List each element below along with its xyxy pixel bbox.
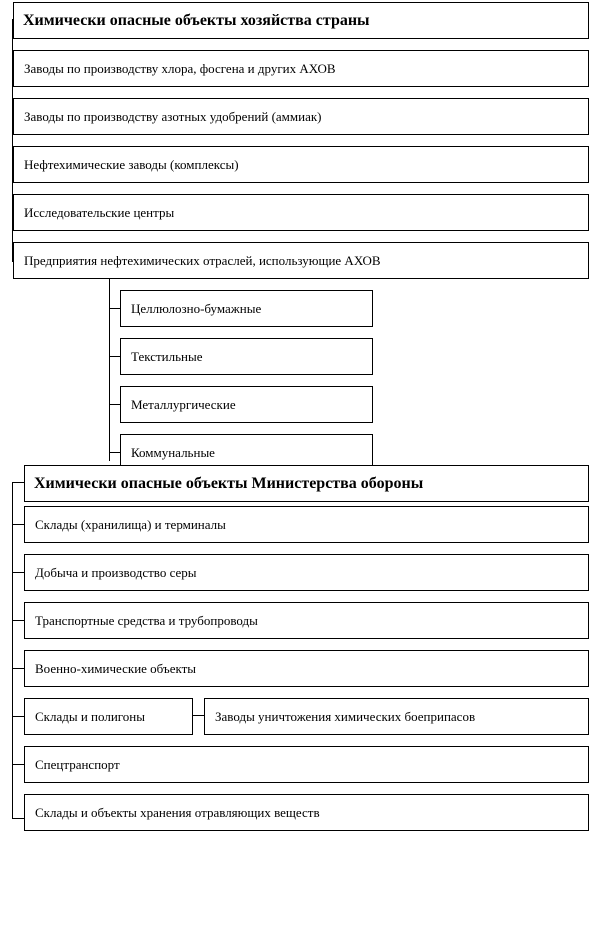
section1-title: Химически опасные объекты хозяйства страны bbox=[13, 2, 589, 39]
section1-subitem: Целлюлозно-бумажные bbox=[120, 290, 373, 327]
section1-item: Заводы по производству азотных удобрений (аммиак) bbox=[13, 98, 589, 135]
section2-item: Военно-химические объекты bbox=[24, 650, 589, 687]
section1-item: Заводы по производству хлора, фосгена и других АХОВ bbox=[13, 50, 589, 87]
section1-subitem: Текстильные bbox=[120, 338, 373, 375]
section2-item: Склады и объекты хранения отравляющих веществ bbox=[24, 794, 589, 831]
section2-title: Химически опасные объекты Министерства обороны bbox=[24, 465, 589, 502]
section2-item: Добыча и производство серы bbox=[24, 554, 589, 591]
section2-item: Спецтранспорт bbox=[24, 746, 589, 783]
section1-item: Исследовательские центры bbox=[13, 194, 589, 231]
section1-subitem: Коммунальные bbox=[120, 434, 373, 471]
section2-spine bbox=[12, 482, 13, 819]
section1-subitem: Металлургические bbox=[120, 386, 373, 423]
section1-item: Предприятия нефтехимических отраслей, использующие АХОВ bbox=[13, 242, 589, 279]
section2-item: Транспортные средства и трубопроводы bbox=[24, 602, 589, 639]
section2-side-item: Заводы уничтожения химических боеприпасов bbox=[204, 698, 589, 735]
section1-item: Нефтехимические заводы (комплексы) bbox=[13, 146, 589, 183]
section2-item: Склады (хранилища) и терминалы bbox=[24, 506, 589, 543]
section2-item: Склады и полигоны bbox=[24, 698, 193, 735]
subitems-spine bbox=[109, 278, 110, 461]
